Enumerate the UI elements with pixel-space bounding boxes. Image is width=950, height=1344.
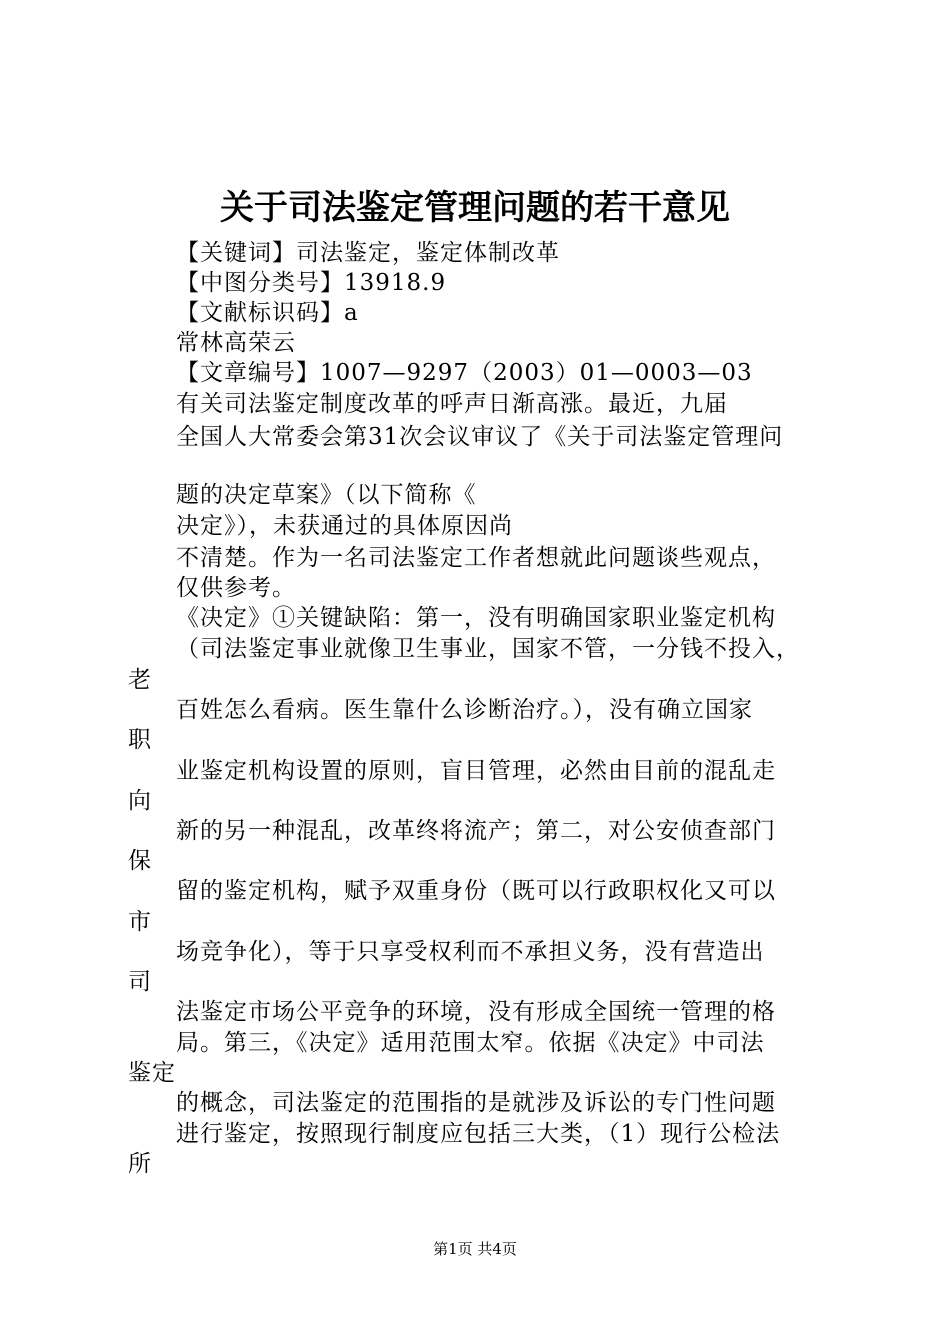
overflow-char: 司 bbox=[128, 969, 152, 995]
body-line: 决定》），未获通过的具体原因尚 bbox=[176, 513, 513, 539]
document-title: 关于司法鉴定管理问题的若干意见 bbox=[220, 188, 730, 228]
body-line: 不清楚。作为一名司法鉴定工作者想就此问题谈些观点， bbox=[176, 545, 776, 571]
body-line: 场竞争化），等于只享受权利而不承担义务，没有营造出 bbox=[176, 939, 765, 965]
overflow-char: 职 bbox=[128, 727, 152, 753]
body-line: 百姓怎么看病。医生靠什么诊断治疗。），没有确立国家 bbox=[176, 697, 753, 723]
overflow-char: 市 bbox=[128, 909, 152, 935]
overflow-char: 鉴定 bbox=[128, 1060, 176, 1086]
body-line: 有关司法鉴定制度改革的呼声日渐高涨。最近，九届 bbox=[176, 391, 728, 417]
body-line: 进行鉴定，按照现行制度应包括三大类，（1）现行公检法 bbox=[176, 1121, 781, 1147]
body-line: 《决定》①关键缺陷：第一，没有明确国家职业鉴定机构 bbox=[176, 605, 776, 631]
body-line: 局。第三，《决定》适用范围太窄。依据《决定》中司法 bbox=[176, 1030, 765, 1056]
authors-line: 常林高荣云 bbox=[176, 330, 296, 356]
body-line: 业鉴定机构设置的原则，盲目管理，必然由目前的混乱走 bbox=[176, 758, 776, 784]
article-number-line: 【文章编号】1007—9297（2003）01—0003—03 bbox=[176, 360, 753, 386]
page-number-footer: 第1页 共4页 bbox=[433, 1240, 517, 1258]
document-code-line: 【文献标识码】a bbox=[176, 300, 359, 326]
overflow-char: 向 bbox=[128, 788, 152, 814]
overflow-char: 老 bbox=[128, 667, 152, 693]
keywords-line: 【关键词】司法鉴定，鉴定体制改革 bbox=[176, 240, 560, 266]
body-line: 留的鉴定机构，赋予双重身份（既可以行政职权化又可以 bbox=[176, 878, 776, 904]
overflow-char: 保 bbox=[128, 848, 152, 874]
body-line: 仅供参考。 bbox=[176, 575, 296, 601]
body-line: 全国人大常委会第31次会议审议了《关于司法鉴定管理问 bbox=[176, 424, 784, 450]
body-line: 新的另一种混乱，改革终将流产；第二，对公安侦查部门 bbox=[176, 818, 776, 844]
overflow-char: 所 bbox=[128, 1151, 152, 1177]
body-line: （司法鉴定事业就像卫生事业，国家不管，一分钱不投入， bbox=[176, 636, 800, 662]
classification-line: 【中图分类号】13918.9 bbox=[176, 270, 447, 296]
body-line: 题的决定草案》（以下简称《 bbox=[176, 482, 477, 508]
body-line: 法鉴定市场公平竞争的环境，没有形成全国统一管理的格 bbox=[176, 999, 776, 1025]
body-line: 的概念，司法鉴定的范围指的是就涉及诉讼的专门性问题 bbox=[176, 1090, 776, 1116]
